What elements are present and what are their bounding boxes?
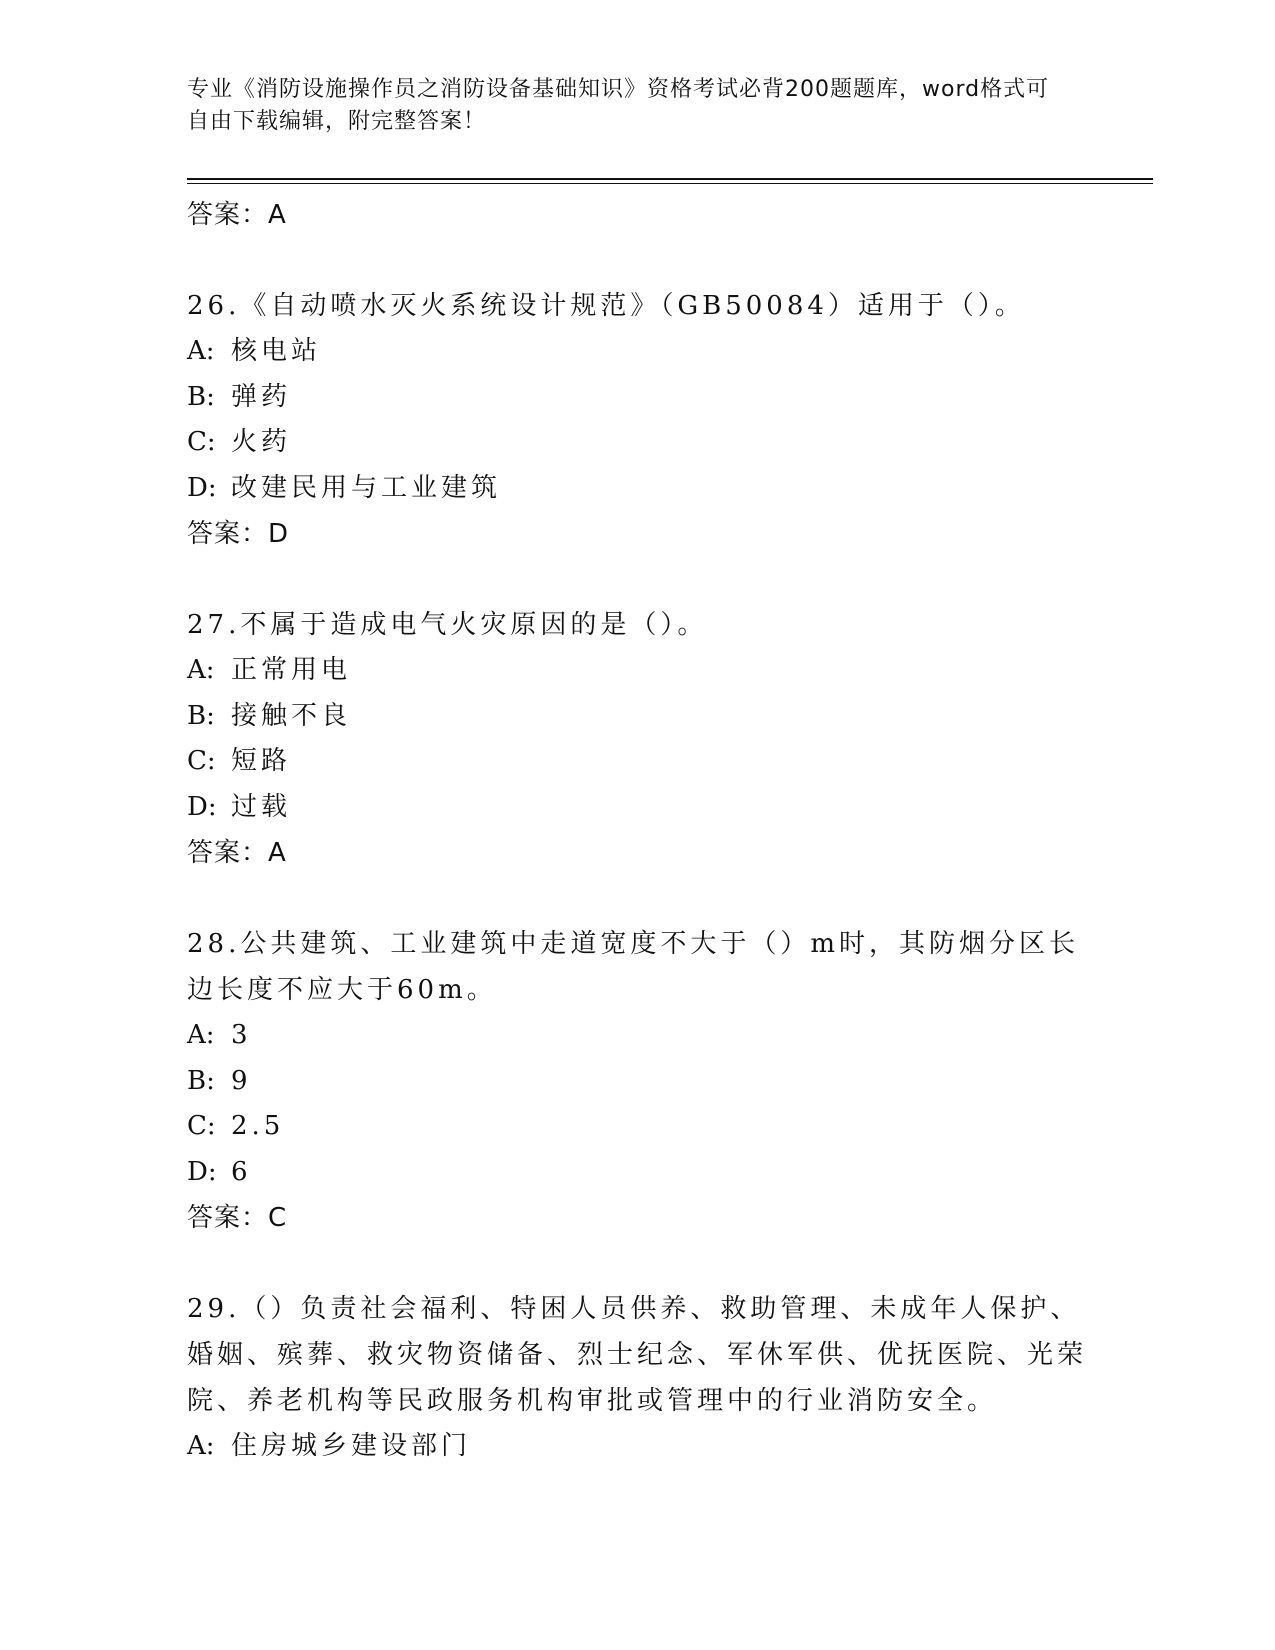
option-text: 短路 [231, 746, 292, 776]
question-27 [187, 602, 1087, 876]
option-letter: A: [187, 1020, 215, 1050]
option-letter: D: [187, 791, 217, 822]
option-b [187, 694, 1087, 740]
option-letter: D: [187, 1156, 217, 1187]
question-text: 27.不属于造成电气火灾原因的是（）。 [187, 610, 708, 640]
option-b [187, 375, 1087, 421]
option-a [187, 329, 1087, 375]
option-a [187, 1424, 1087, 1470]
option-letter: A: [187, 1431, 215, 1461]
option-c [187, 420, 1087, 466]
answer-line: 答案：C [187, 1203, 288, 1233]
option-letter: D: [187, 472, 217, 503]
question-text: 29.（）负责社会福利、特困人员供养、救助管理、未成年人保护、婚姻、殡葬、救灾物资储备、烈士纪念、军休军供、优抚医院、光荣院、养老机构等民政服务机构审批或管理中的行业消防安全。 [187, 1294, 1088, 1416]
option-text: 6 [231, 1156, 252, 1187]
option-text: 9 [231, 1065, 252, 1096]
option-letter: B: [187, 700, 215, 731]
option-letter: A: [187, 655, 215, 685]
option-d [187, 466, 1087, 512]
document-header: 专业《消防设施操作员之消防设备基础知识》资格考试必背200题题库，word格式可自由下载编辑，附完整答案！ [187, 77, 1050, 134]
option-a [187, 1013, 1087, 1059]
option-text: 2.5 [231, 1111, 285, 1141]
option-c [187, 1104, 1087, 1150]
option-text: 接触不良 [231, 700, 352, 731]
option-c [187, 739, 1087, 785]
header-divider-thin [187, 183, 1153, 184]
option-text: 弹药 [231, 381, 292, 412]
option-text: 正常用电 [231, 655, 352, 685]
answer-line: 答案：D [187, 519, 290, 549]
option-b [187, 1059, 1087, 1105]
option-letter: C: [187, 427, 216, 457]
answer-line: 答案：A [187, 838, 287, 868]
option-letter: A: [187, 336, 215, 366]
question-29 [187, 1286, 1087, 1470]
option-letter: B: [187, 1065, 215, 1096]
option-letter: C: [187, 1111, 216, 1141]
question-28 [187, 921, 1087, 1241]
option-text: 改建民用与工业建筑 [231, 472, 502, 503]
question-text: 28.公共建筑、工业建筑中走道宽度不大于（）m时，其防烟分区长边长度不应大于60m。 [187, 929, 1080, 1005]
document-body [187, 192, 1087, 1470]
option-text: 住房城乡建设部门 [231, 1431, 472, 1461]
question-26 [187, 283, 1087, 557]
option-letter: C: [187, 746, 216, 776]
option-text: 火药 [231, 427, 292, 457]
header-divider-thick [187, 178, 1153, 180]
option-text: 3 [231, 1020, 252, 1050]
option-text: 过载 [231, 791, 292, 822]
question-text: 26.《自动喷水灭火系统设计规范》（GB50084）适用于（）。 [187, 291, 1025, 321]
option-d [187, 1150, 1087, 1196]
option-letter: B: [187, 381, 215, 412]
option-d [187, 785, 1087, 831]
option-a [187, 648, 1087, 694]
option-text: 核电站 [231, 336, 322, 366]
answer-line: 答案：A [187, 200, 287, 230]
